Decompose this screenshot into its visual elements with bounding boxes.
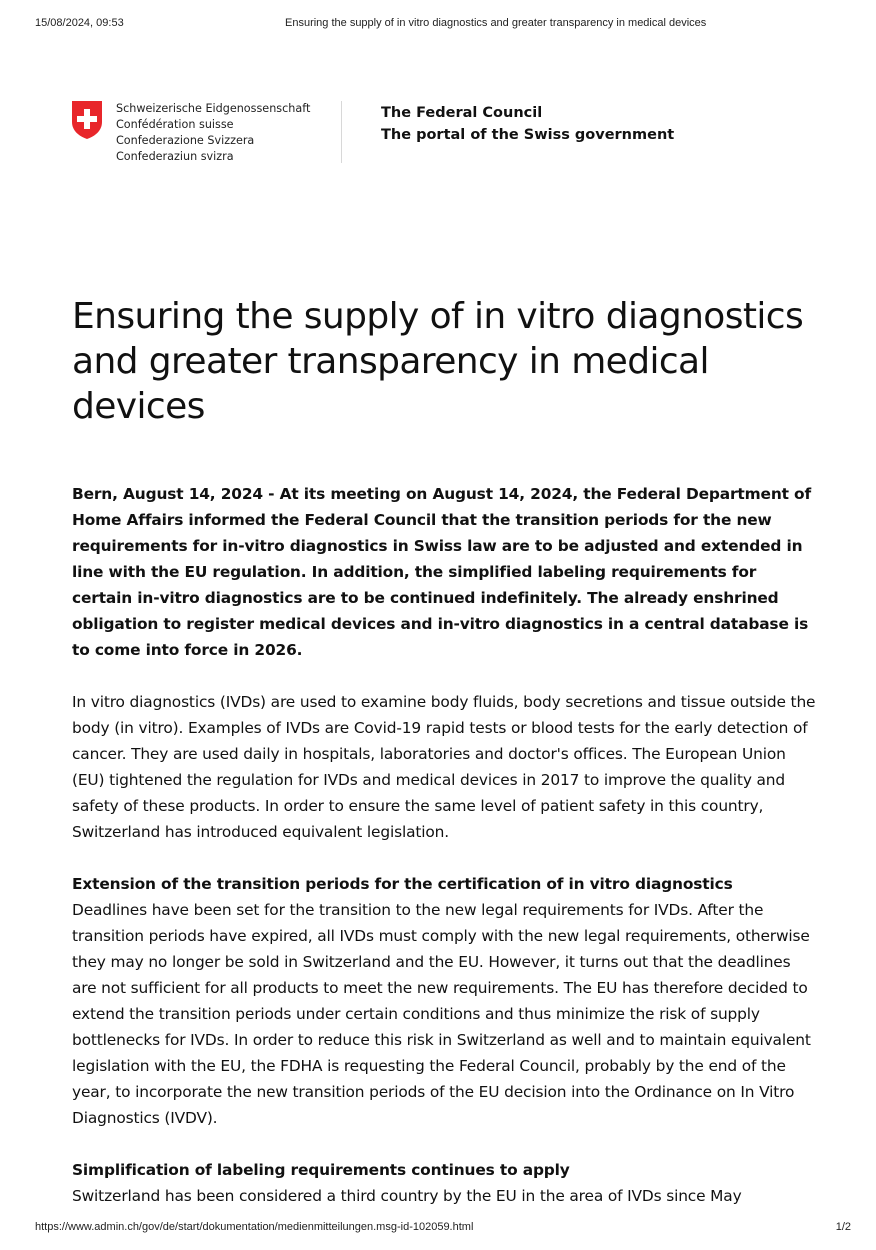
confederation-name-rm: Confederaziun svizra [116, 150, 234, 163]
confederation-names [116, 101, 310, 165]
print-footer [35, 1221, 851, 1235]
print-url: https://www.admin.ch/gov/de/start/dokumentation/medienmitteilungen.msg-id-102059.html [35, 1221, 474, 1233]
article-lead: Bern, August 14, 2024 - At its meeting on August 14, 2024, the Federal Department of Home Affairs informed the Federal Council that the transition periods for the new requirements for in-vitro diagnostics in Swiss law are to be adjusted and extended in line with the EU regulation. In addition, the simplified labeling requirements for certain in-vitro diagnostics are to be continued indefinitely. The already enshrined obligation to register medical devices and in-vitro diagnostics in a central database is to come into force in 2026. [72, 485, 812, 659]
portal-title-line2: The portal of the Swiss government [381, 127, 675, 143]
print-page-title: Ensuring the supply of in vitro diagnostics and greater transparency in medical devices [285, 17, 707, 29]
article-paragraph: In vitro diagnostics (IVDs) are used to examine body fluids, body secretions and tissue outside the body (in vitro). Examples of IVDs are Covid-19 rapid tests or blood tests for the early detection of cancer. They are used daily in hospitals, laboratories and doctor's offices. The European Union (EU) tightened the regulation for IVDs and medical devices in 2017 to improve the quality and safety of these products. In order to ensure the same level of patient safety in this country, Switzerland has introduced equivalent legislation. [72, 693, 816, 841]
section-body-transition-periods: Deadlines have been set for the transition to the new legal requirements for IVDs. After the transition periods have expired, all IVDs must comply with the new legal requirements, otherwise they may no longer be sold in Switzerland and the EU. However, it turns out that the deadlines are not sufficient for all products to meet the new requirements. The EU has therefore decided to extend the transition periods under certain conditions and thus minimize the risk of supply bottlenecks for IVDs. In order to reduce this risk in Switzerland as well and to maintain equivalent legislation with the EU, the FDHA is requesting the Federal Council, probably by the end of the year, to incorporate the new transition periods of the EU decision into the Ordinance on In Vitro Diagnostics (IVDV). [72, 901, 811, 1127]
article-body [72, 481, 817, 1209]
print-header [35, 17, 851, 31]
print-datetime: 15/08/2024, 09:53 [35, 17, 124, 29]
article-title: Ensuring the supply of in vitro diagnostics and greater transparency in medical devices [72, 296, 804, 427]
portal-title-line1: The Federal Council [381, 105, 543, 121]
swiss-confederation-logo[interactable] [70, 100, 330, 164]
print-page-number: 1/2 [835, 1221, 851, 1233]
swiss-flag-icon [70, 100, 104, 140]
header-divider [341, 101, 342, 163]
confederation-name-fr: Confédération suisse [116, 118, 234, 131]
confederation-name-de: Schweizerische Eidgenossenschaft [116, 102, 311, 115]
confederation-name-it: Confederazione Svizzera [116, 134, 255, 147]
section-body-labeling: Switzerland has been considered a third country by the EU in the area of IVDs since May [72, 1187, 742, 1205]
portal-title[interactable] [381, 102, 674, 146]
section-heading-labeling: Simplification of labeling requirements continues to apply [72, 1161, 570, 1179]
section-heading-transition-periods: Extension of the transition periods for the certification of in vitro diagnostics [72, 875, 733, 893]
